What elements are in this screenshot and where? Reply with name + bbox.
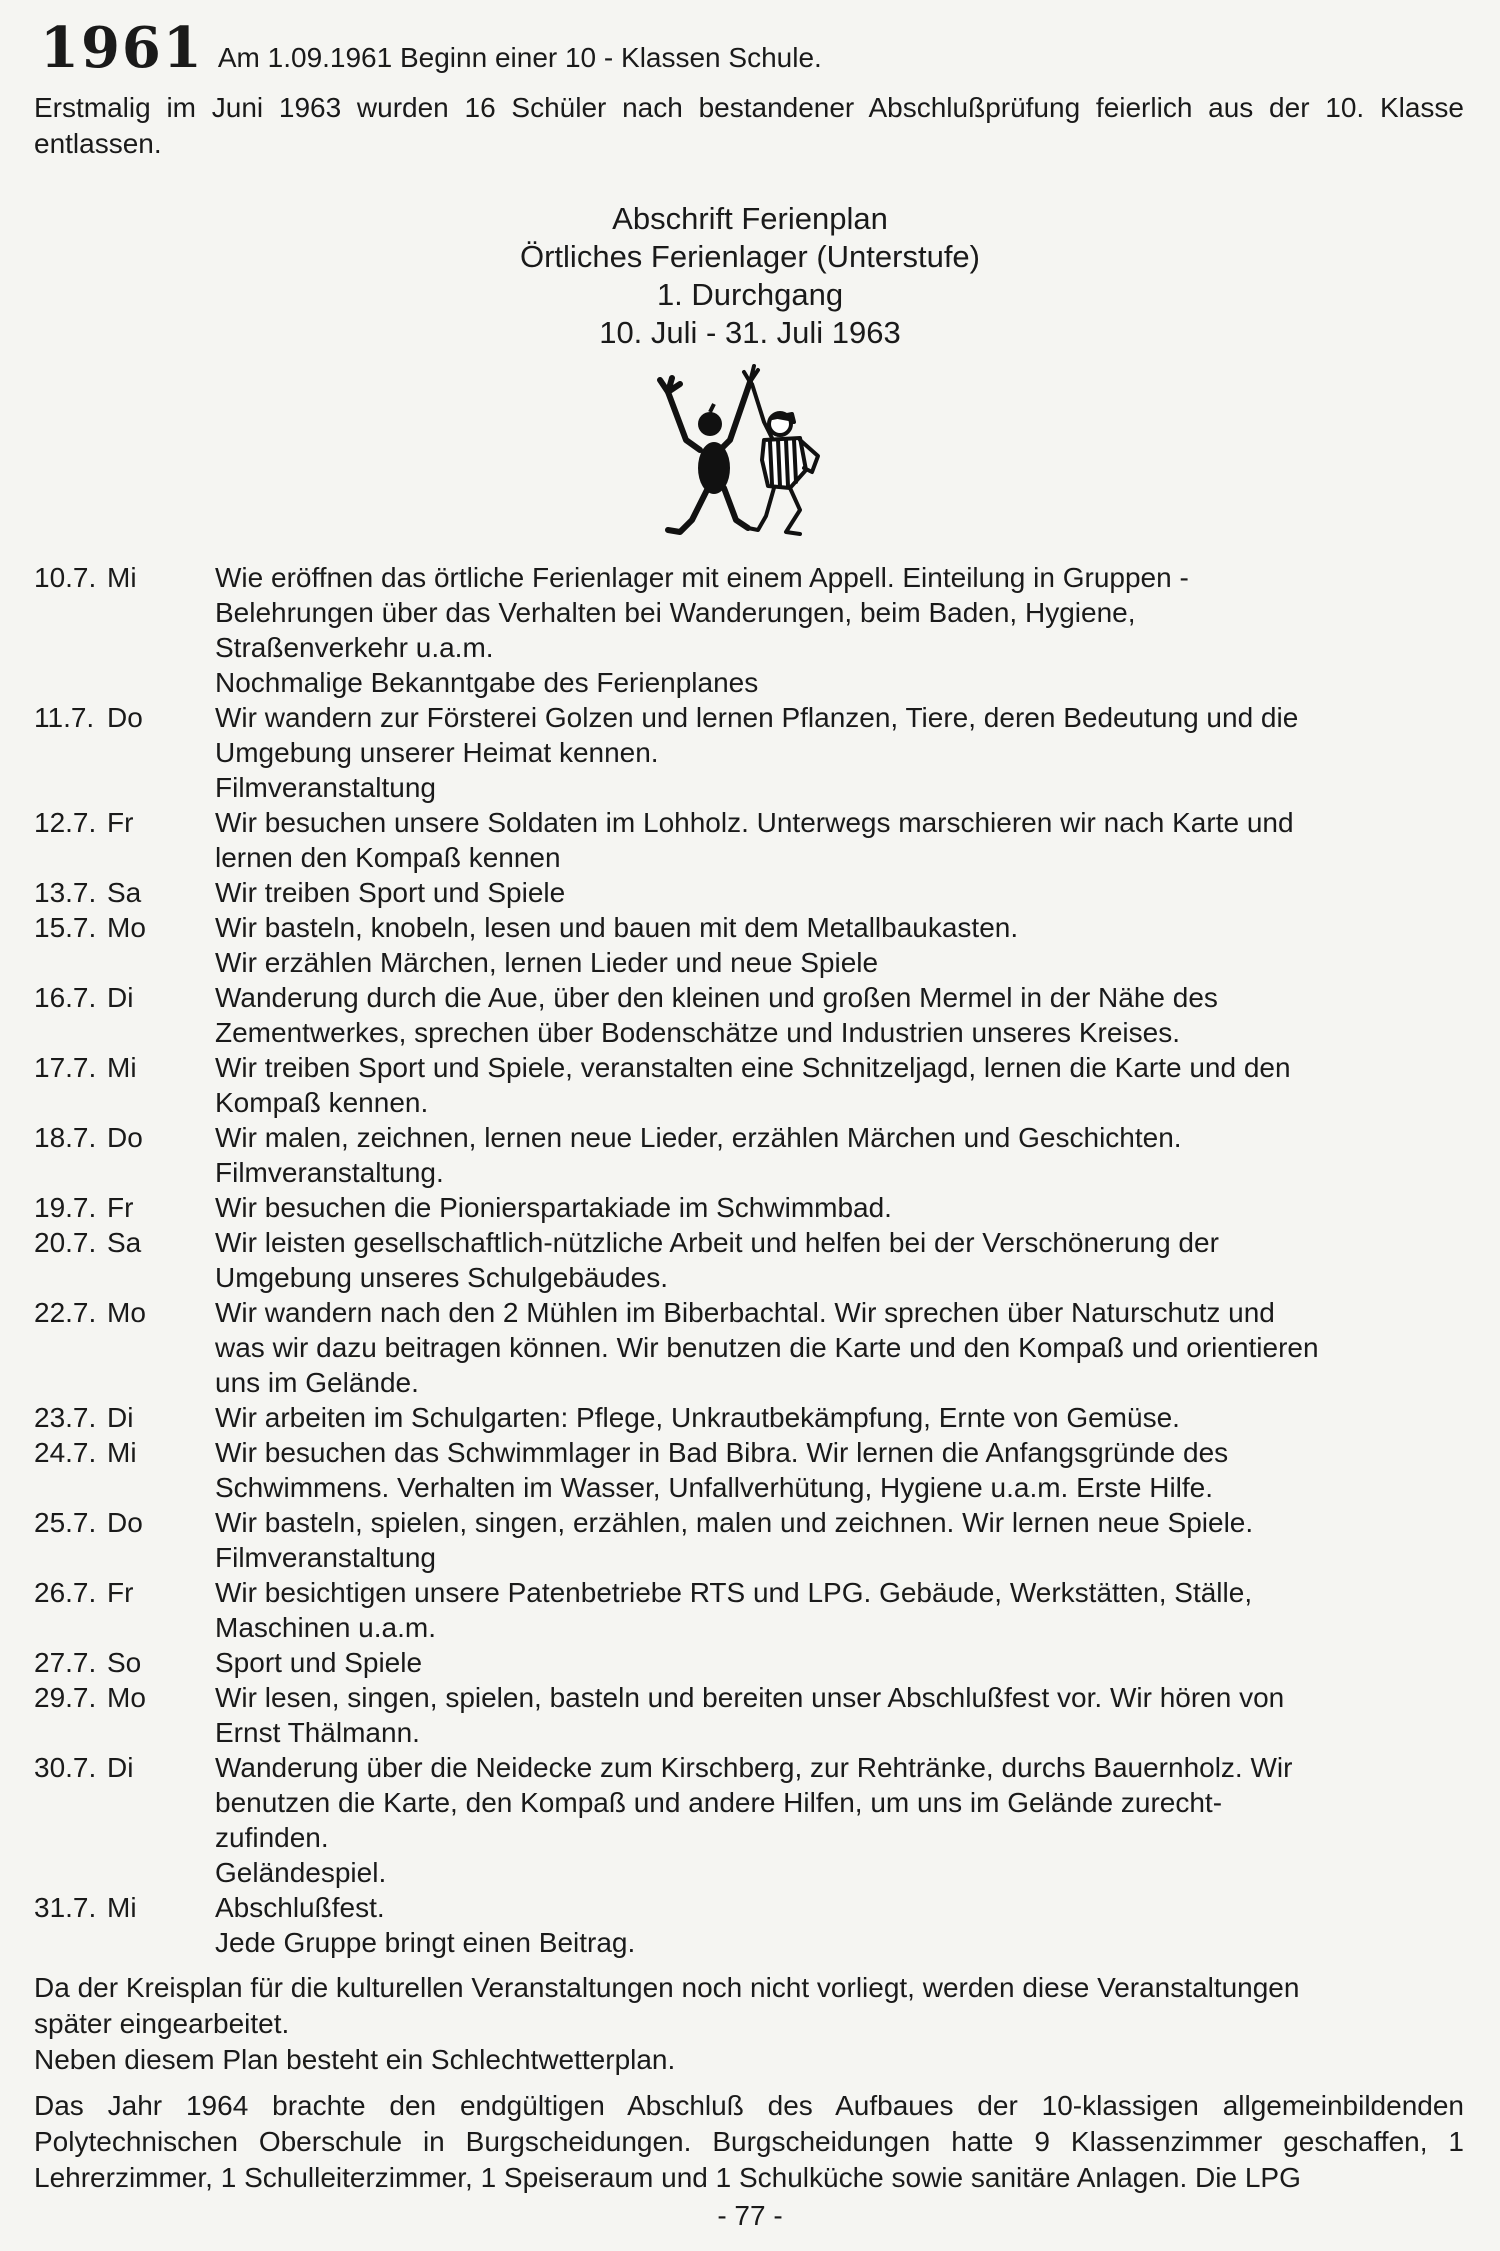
activity-line: Umgebung unserer Heimat kennen.	[215, 737, 659, 768]
entry-weekday: Mi	[107, 1892, 137, 1923]
entry-activity	[215, 1190, 1470, 1225]
entry-activity	[215, 1400, 1470, 1435]
entry-date: 24.7.	[34, 1437, 97, 1468]
activity-line: Zementwerkes, sprechen über Bodenschätze und Industrien unseres Kreises.	[215, 1017, 1180, 1048]
entry-activity	[215, 805, 1470, 875]
activity-line: Wir treiben Sport und Spiele, veranstalten eine Schnitzeljagd, lernen die Karte und den	[215, 1052, 1291, 1083]
activity-line: Wir wandern nach den 2 Mühlen im Biberbachtal. Wir sprechen über Naturschutz und	[215, 1297, 1275, 1328]
header	[40, 15, 1470, 81]
schedule-entry	[34, 875, 1474, 910]
entry-weekday: Mi	[107, 562, 137, 593]
entry-activity	[215, 1645, 1470, 1680]
entry-date: 17.7.	[34, 1052, 97, 1083]
entry-date: 30.7.	[34, 1752, 97, 1783]
activity-line: Abschlußfest.	[215, 1892, 385, 1923]
schedule-entry	[34, 1050, 1474, 1120]
activity-line: Ernst Thälmann.	[215, 1717, 420, 1748]
entry-date: 19.7.	[34, 1192, 97, 1223]
entry-activity	[215, 1295, 1470, 1400]
activity-line: zufinden.	[215, 1822, 329, 1853]
entry-activity	[215, 1120, 1470, 1190]
schedule-entry	[34, 1575, 1474, 1645]
entry-date: 23.7.	[34, 1402, 97, 1433]
activity-line: Maschinen u.a.m.	[215, 1612, 436, 1643]
activity-line: Wir wandern zur Försterei Golzen und lernen Pflanzen, Tiere, deren Bedeutung und die	[215, 702, 1299, 733]
schedule-entry	[34, 805, 1474, 875]
activity-line: Wir lesen, singen, spielen, basteln und bereiten unser Abschlußfest vor. Wir hören von	[215, 1682, 1285, 1713]
entry-activity	[215, 1050, 1470, 1120]
activity-line: Sport und Spiele	[215, 1647, 423, 1678]
page-number: - 77 -	[717, 2200, 783, 2231]
activity-line: Straßenverkehr u.a.m.	[215, 632, 494, 663]
entry-weekday: Mi	[107, 1437, 137, 1468]
schedule-entry	[34, 980, 1474, 1050]
plan-title	[0, 200, 1500, 352]
entry-date: 15.7.	[34, 912, 97, 943]
activity-line: Wir arbeiten im Schulgarten: Pflege, Unkrautbekämpfung, Ernte von Gemüse.	[215, 1402, 1180, 1433]
entry-activity	[215, 1435, 1470, 1505]
activity-line: Wir besuchen die Pionierspartakiade im Schwimmbad.	[215, 1192, 892, 1223]
activity-line: Wir basteln, spielen, singen, erzählen, malen und zeichnen. Wir lernen neue Spiele.	[215, 1507, 1254, 1538]
entry-weekday: Do	[107, 702, 143, 733]
outro-line: Da der Kreisplan für die kulturellen Veranstaltungen noch nicht vorliegt, werden diese Veranstaltungen	[34, 1972, 1300, 2003]
schedule-entry	[34, 1680, 1474, 1750]
schedule-entry	[34, 1295, 1474, 1400]
activity-line: Wir besuchen unsere Soldaten im Lohholz. Unterwegs marschieren wir nach Karte und	[215, 807, 1294, 838]
activity-line: uns im Gelände.	[215, 1367, 419, 1398]
entry-activity	[215, 980, 1470, 1050]
schedule-entry	[34, 1645, 1474, 1680]
entry-date: 16.7.	[34, 982, 97, 1013]
entry-weekday: Do	[107, 1507, 143, 1538]
outro-paragraph	[34, 1970, 1464, 2078]
schedule-entry	[34, 1400, 1474, 1435]
activity-line: Filmveranstaltung	[215, 1542, 436, 1573]
closing-paragraph: Das Jahr 1964 brachte den endgültigen Abschluß des Aufbaues der 10-klassigen allgemeinbildenden Polytechnischen Oberschule in Burgscheidungen. Burgscheidungen hatte 9 Klassenzimmer geschaffen, 1 Lehrerzimmer, 1 Schulleiterzimmer, 1 Speiseraum und 1 Schulküche sowie sanitäre Anlagen. Die LPG	[34, 2090, 1464, 2193]
entry-date: 11.7.	[34, 702, 95, 733]
entry-weekday: Di	[107, 1402, 134, 1433]
entry-date: 29.7.	[34, 1682, 97, 1713]
activity-line: Wir malen, zeichnen, lernen neue Lieder, erzählen Märchen und Geschichten.	[215, 1122, 1182, 1153]
entry-activity	[215, 1575, 1470, 1645]
entry-weekday: Mi	[107, 1052, 137, 1083]
plan-title-line: 10. Juli - 31. Juli 1963	[599, 315, 901, 350]
entry-date: 20.7.	[34, 1227, 97, 1258]
entry-activity	[215, 1225, 1470, 1295]
outro-line: später eingearbeitet.	[34, 2008, 290, 2039]
schedule-entry	[34, 1505, 1474, 1575]
entry-weekday: Sa	[107, 1227, 142, 1258]
dancing-children-icon	[640, 360, 870, 555]
entry-weekday: Mo	[107, 912, 146, 943]
schedule-entry	[34, 1190, 1474, 1225]
activity-line: Wir erzählen Märchen, lernen Lieder und neue Spiele	[215, 947, 879, 978]
activity-line: Geländespiel.	[215, 1857, 387, 1888]
entry-activity	[215, 1890, 1470, 1960]
entry-weekday: Mo	[107, 1297, 146, 1328]
activity-line: Kompaß kennen.	[215, 1087, 429, 1118]
entry-weekday: Di	[107, 1752, 134, 1783]
outro-line: Neben diesem Plan besteht ein Schlechtwetterplan.	[34, 2044, 676, 2075]
entry-weekday: Do	[107, 1122, 143, 1153]
activity-line: Nochmalige Bekanntgabe des Ferienplanes	[215, 667, 759, 698]
schedule-entry	[34, 1225, 1474, 1295]
entry-date: 26.7.	[34, 1577, 97, 1608]
activity-line: Wir besuchen das Schwimmlager in Bad Bibra. Wir lernen die Anfangsgründe des	[215, 1437, 1229, 1468]
activity-line: Filmveranstaltung	[215, 772, 436, 803]
entry-date: 10.7.	[34, 562, 97, 593]
plan-title-line: Abschrift Ferienplan	[612, 201, 888, 236]
entry-date: 22.7.	[34, 1297, 97, 1328]
activity-line: Wanderung durch die Aue, über den kleinen und großen Mermel in der Nähe des	[215, 982, 1218, 1013]
activity-line: Umgebung unseres Schulgebäudes.	[215, 1262, 668, 1293]
activity-line: Belehrungen über das Verhalten bei Wanderungen, beim Baden, Hygiene,	[215, 597, 1136, 628]
activity-line: Wir treiben Sport und Spiele	[215, 877, 566, 908]
activity-line: Wanderung über die Neidecke zum Kirschberg, zur Rehtränke, durchs Bauernholz. Wir	[215, 1752, 1293, 1783]
activity-line: Wir leisten gesellschaftlich-nützliche Arbeit und helfen bei der Verschönerung der	[215, 1227, 1219, 1258]
entry-weekday: Fr	[107, 807, 134, 838]
entry-activity	[215, 1750, 1470, 1890]
activity-line: Wir besichtigen unsere Patenbetriebe RTS und LPG. Gebäude, Werkstätten, Ställe,	[215, 1577, 1253, 1608]
activity-line: Wir basteln, knobeln, lesen und bauen mit dem Metallbaukasten.	[215, 912, 1019, 943]
intro-paragraph: Erstmalig im Juni 1963 wurden 16 Schüler nach bestandener Abschlußprüfung feierlich aus der 10. Klasse entlassen.	[34, 92, 1464, 159]
schedule-list	[34, 560, 1474, 1960]
plan-title-line: Örtliches Ferienlager (Unterstufe)	[520, 239, 980, 274]
plan-title-line: 1. Durchgang	[656, 277, 844, 312]
entry-weekday: Sa	[107, 877, 142, 908]
schedule-entry	[34, 1890, 1474, 1960]
entry-activity	[215, 910, 1470, 980]
entry-date: 25.7.	[34, 1507, 97, 1538]
entry-weekday: Fr	[107, 1577, 134, 1608]
entry-activity	[215, 700, 1470, 805]
schedule-entry	[34, 910, 1474, 980]
entry-weekday: Fr	[107, 1192, 134, 1223]
activity-line: benutzen die Karte, den Kompaß und andere Hilfen, um uns im Gelände zurecht-	[215, 1787, 1223, 1818]
entry-date: 13.7.	[34, 877, 97, 908]
entry-activity	[215, 1505, 1470, 1575]
schedule-entry	[34, 1750, 1474, 1890]
entry-activity	[215, 875, 1470, 910]
entry-date: 31.7.	[34, 1892, 97, 1923]
entry-activity	[215, 1680, 1470, 1750]
activity-line: Wie eröffnen das örtliche Ferienlager mit einem Appell. Einteilung in Gruppen -	[215, 562, 1189, 593]
schedule-entry	[34, 1435, 1474, 1505]
entry-date: 18.7.	[34, 1122, 97, 1153]
schedule-entry	[34, 560, 1474, 700]
activity-line: was wir dazu beitragen können. Wir benutzen die Karte und den Kompaß und orientieren	[215, 1332, 1319, 1363]
schedule-entry	[34, 700, 1474, 805]
entry-activity	[215, 560, 1470, 700]
entry-weekday: So	[107, 1647, 142, 1678]
entry-weekday: Di	[107, 982, 134, 1013]
year-heading: 1961	[40, 15, 204, 81]
header-text: Am 1.09.1961 Beginn einer 10 - Klassen Schule.	[217, 42, 822, 73]
entry-date: 12.7.	[34, 807, 97, 838]
entry-weekday: Mo	[107, 1682, 146, 1713]
activity-line: Schwimmens. Verhalten im Wasser, Unfallverhütung, Hygiene u.a.m. Erste Hilfe.	[215, 1472, 1214, 1503]
activity-line: lernen den Kompaß kennen	[215, 842, 561, 873]
activity-line: Filmveranstaltung.	[215, 1157, 444, 1188]
schedule-entry	[34, 1120, 1474, 1190]
activity-line: Jede Gruppe bringt einen Beitrag.	[215, 1927, 636, 1958]
entry-date: 27.7.	[34, 1647, 97, 1678]
